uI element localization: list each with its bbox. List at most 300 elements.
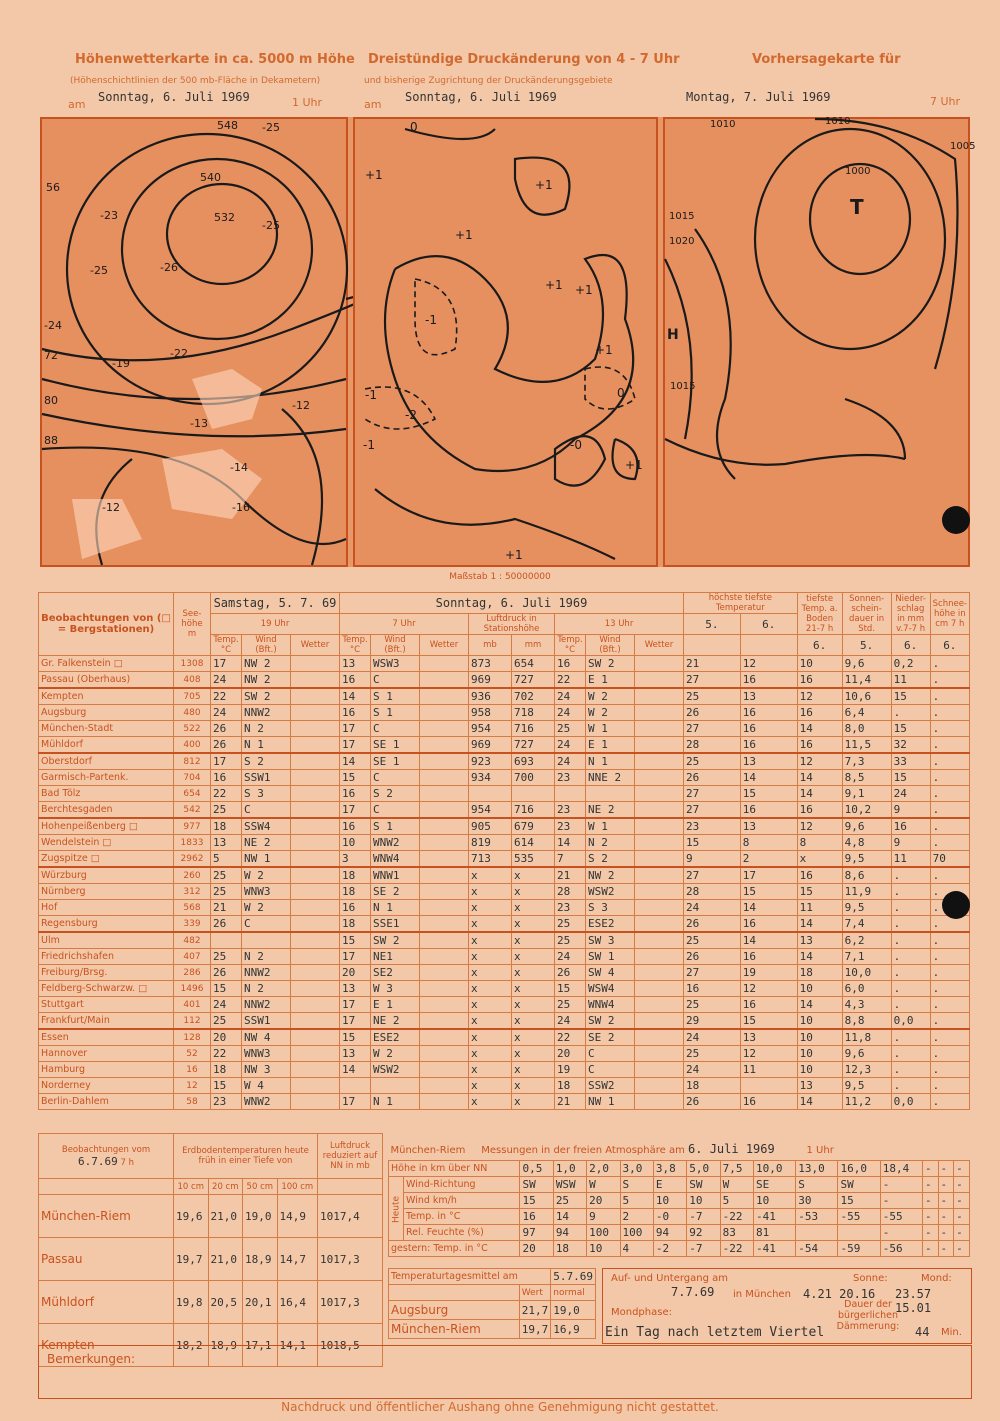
atmos-height: 7,5 xyxy=(720,1161,753,1177)
table-cell: 2 xyxy=(620,1209,653,1225)
table-cell: E xyxy=(653,1177,686,1193)
table-cell: 24 xyxy=(555,705,586,721)
atmos-height: 3,0 xyxy=(620,1161,653,1177)
table-cell: . xyxy=(891,965,930,981)
table-cell: x xyxy=(469,884,512,900)
col-maxmin: höchste tiefste Temperatur xyxy=(684,593,798,614)
table-cell: 6,0 xyxy=(842,981,891,997)
table-cell: 13 xyxy=(211,835,242,851)
atmos-row-label: Temp. in °C xyxy=(404,1209,520,1225)
table-cell: 14 xyxy=(555,835,586,851)
table-cell: 727 xyxy=(512,737,555,754)
table-row xyxy=(39,851,970,868)
table-cell: x xyxy=(469,1094,512,1110)
table-cell: - xyxy=(938,1225,954,1241)
table-cell: 718 xyxy=(512,705,555,721)
atmos-row-label: Rel. Feuchte (%) xyxy=(404,1225,520,1241)
table-cell: 18 xyxy=(684,1078,741,1094)
table-cell: NNW2 xyxy=(242,965,291,981)
table-cell: 26 xyxy=(211,965,242,981)
table-cell: 1017,3 xyxy=(318,1238,383,1281)
table-cell: 936 xyxy=(469,688,512,705)
table-cell: 15 xyxy=(891,770,930,786)
table-cell: 9,5 xyxy=(842,900,891,916)
table-cell: 14 xyxy=(797,949,842,965)
table-cell: 11 xyxy=(891,851,930,868)
table-cell: 26 xyxy=(211,721,242,737)
atmos-height: 3,8 xyxy=(653,1161,686,1177)
table-cell: SSW1 xyxy=(242,770,291,786)
tagesmittel-blank xyxy=(389,1285,520,1301)
station-name: Nürnberg xyxy=(39,884,174,900)
soil-depth: 100 cm xyxy=(277,1179,317,1195)
table-cell: x xyxy=(512,1062,555,1078)
table-cell: 23 xyxy=(211,1094,242,1110)
table-cell: WNW4 xyxy=(586,997,635,1013)
table-cell: - xyxy=(938,1209,954,1225)
station-name: Kempten xyxy=(39,688,174,705)
table-cell: 1308 xyxy=(174,656,211,672)
table-cell: 16 xyxy=(797,705,842,721)
table-cell: . xyxy=(930,737,969,754)
table-row xyxy=(389,1301,596,1320)
col-wetter: Wetter xyxy=(291,635,340,656)
table-cell: S 1 xyxy=(371,688,420,705)
table-cell: 693 xyxy=(512,753,555,770)
table-cell: 25 xyxy=(211,802,242,819)
table-cell: 11,5 xyxy=(842,737,891,754)
table-cell xyxy=(420,786,469,802)
table-cell: . xyxy=(891,900,930,916)
table-cell: 16 xyxy=(520,1209,553,1225)
table-cell: 5 xyxy=(211,851,242,868)
table-row xyxy=(389,1241,970,1257)
map3-label: T xyxy=(850,195,864,219)
table-cell: 25 xyxy=(555,721,586,737)
table-cell: 29 xyxy=(684,1013,741,1030)
table-cell xyxy=(291,786,340,802)
table-cell: 24 xyxy=(684,1029,741,1046)
table-cell: 25 xyxy=(555,932,586,949)
table-cell: . xyxy=(891,1078,930,1094)
table-row xyxy=(39,786,970,802)
table-cell: 16 xyxy=(340,672,371,689)
col-wind: Wind (Bft.) xyxy=(371,635,420,656)
table-cell xyxy=(635,753,684,770)
table-cell xyxy=(420,900,469,916)
table-cell: 17 xyxy=(340,997,371,1013)
soil-station: Kempten xyxy=(39,1324,174,1367)
soil-date: 6.7.69 xyxy=(78,1154,118,1168)
moon-h: Mond: xyxy=(921,1273,952,1284)
table-cell xyxy=(420,753,469,770)
table-cell xyxy=(420,721,469,737)
table-cell: x xyxy=(469,1013,512,1030)
col-luftdruck: Luftdruck in Stationshöhe xyxy=(469,614,555,635)
table-cell: 22 xyxy=(211,1046,242,1062)
table-cell: . xyxy=(891,884,930,900)
maps-area xyxy=(40,116,976,567)
table-cell: 112 xyxy=(174,1013,211,1030)
table-cell xyxy=(635,835,684,851)
table-cell: WSW xyxy=(553,1177,586,1193)
atmos-height-label: Höhe in km über NN xyxy=(389,1161,520,1177)
soil-body xyxy=(39,1195,383,1367)
table-cell: SW xyxy=(838,1177,880,1193)
table-row xyxy=(39,835,970,851)
table-cell: 15 xyxy=(340,932,371,949)
table-row xyxy=(39,965,970,981)
table-cell: 954 xyxy=(469,721,512,737)
col-7uhr: 7 Uhr xyxy=(340,614,469,635)
table-cell: 15 xyxy=(340,1029,371,1046)
table-cell: 654 xyxy=(512,656,555,672)
table-cell: 1017,3 xyxy=(318,1281,383,1324)
table-cell: 14 xyxy=(340,688,371,705)
atmos-time: 1 Uhr xyxy=(806,1145,834,1156)
table-cell: 11,2 xyxy=(842,1094,891,1110)
map3-time: 7 Uhr xyxy=(930,95,961,108)
table-cell: WNW2 xyxy=(242,1094,291,1110)
table-cell: - xyxy=(922,1209,938,1225)
map1-label: 548 xyxy=(217,119,238,132)
table-row xyxy=(389,1209,970,1225)
table-cell xyxy=(291,835,340,851)
table-cell: 83 xyxy=(720,1225,753,1241)
table-cell: 16 xyxy=(740,705,797,721)
table-cell: NNW2 xyxy=(242,705,291,721)
table-cell: 977 xyxy=(174,818,211,835)
table-cell: 339 xyxy=(174,916,211,933)
table-cell: 26 xyxy=(555,965,586,981)
table-row xyxy=(39,916,970,933)
table-cell: W 2 xyxy=(586,705,635,721)
table-cell: 128 xyxy=(174,1029,211,1046)
table-cell: 18 xyxy=(340,916,371,933)
table-cell: 16 xyxy=(797,802,842,819)
table-cell: 25 xyxy=(211,949,242,965)
table-cell: C xyxy=(371,721,420,737)
table-cell: N 1 xyxy=(586,753,635,770)
station-name: Augsburg xyxy=(39,705,174,721)
table-cell: 3 xyxy=(340,851,371,868)
map2-am: am xyxy=(364,98,382,111)
table-cell: 17 xyxy=(211,753,242,770)
table-cell: 4 xyxy=(620,1241,653,1257)
table-cell: 16 xyxy=(684,981,741,997)
table-cell: W 2 xyxy=(242,900,291,916)
atmos-title-row xyxy=(389,1138,970,1161)
map1-label: -12 xyxy=(292,399,310,412)
remarks-box xyxy=(38,1345,972,1399)
table-row xyxy=(39,932,970,949)
table-cell: 25 xyxy=(684,997,741,1013)
table-cell: . xyxy=(891,1046,930,1062)
map2-label: 0 xyxy=(617,386,625,400)
map1-label: -19 xyxy=(112,357,130,370)
table-cell: . xyxy=(930,1029,969,1046)
table-row xyxy=(389,1193,970,1209)
table-cell: 25 xyxy=(211,884,242,900)
table-cell xyxy=(291,1078,340,1094)
map2-label: 0 xyxy=(410,120,418,134)
table-cell: 958 xyxy=(469,705,512,721)
table-cell: 25 xyxy=(684,932,741,949)
table-cell xyxy=(420,867,469,884)
table-cell: 18 xyxy=(340,867,371,884)
table-cell: 20 xyxy=(211,1029,242,1046)
station-name: Hamburg xyxy=(39,1062,174,1078)
table-cell xyxy=(420,932,469,949)
station-name: Berlin-Dahlem xyxy=(39,1094,174,1110)
table-cell xyxy=(635,900,684,916)
table-cell: 14 xyxy=(740,770,797,786)
table-cell: . xyxy=(930,688,969,705)
table-cell: 286 xyxy=(174,965,211,981)
table-row xyxy=(39,981,970,997)
map2-label: +1 xyxy=(365,168,383,182)
table-cell: 14 xyxy=(797,916,842,933)
table-cell xyxy=(291,949,340,965)
map2-label: +1 xyxy=(505,548,523,562)
table-cell: . xyxy=(891,867,930,884)
table-cell: 16 xyxy=(340,900,371,916)
table-cell: 17 xyxy=(340,737,371,754)
table-cell xyxy=(635,770,684,786)
table-cell: 16 xyxy=(340,818,371,835)
table-cell: E 1 xyxy=(371,997,420,1013)
table-cell: W 2 xyxy=(371,1046,420,1062)
table-cell: SW xyxy=(687,1177,720,1193)
table-cell: 14 xyxy=(740,932,797,949)
table-cell xyxy=(635,818,684,835)
table-cell: 7,4 xyxy=(842,916,891,933)
table-cell: SW 4 xyxy=(586,965,635,981)
table-cell: NW 1 xyxy=(586,1094,635,1110)
table-cell: 12 xyxy=(174,1078,211,1094)
col-max-date: 5. xyxy=(684,614,741,635)
table-cell: 6,4 xyxy=(842,705,891,721)
station-name: Norderney xyxy=(39,1078,174,1094)
table-cell: 25 xyxy=(553,1193,586,1209)
table-cell: 27 xyxy=(684,802,741,819)
table-cell: 25 xyxy=(555,997,586,1013)
table-cell: . xyxy=(930,997,969,1013)
table-cell xyxy=(796,1225,838,1241)
table-cell: 13 xyxy=(740,753,797,770)
soil-header-press: Luftdruck reduziert auf NN in mb xyxy=(318,1134,383,1179)
table-cell: x xyxy=(512,965,555,981)
table-cell: 20 xyxy=(555,1046,586,1062)
table-cell: 716 xyxy=(512,721,555,737)
table-cell xyxy=(420,705,469,721)
station-name: Garmisch-Partenk. xyxy=(39,770,174,786)
table-row xyxy=(389,1225,970,1241)
table-cell: . xyxy=(891,1029,930,1046)
table-cell: 16 xyxy=(797,867,842,884)
table-cell xyxy=(291,737,340,754)
table-cell: 1496 xyxy=(174,981,211,997)
table-cell: 7,1 xyxy=(842,949,891,965)
table-cell: 24 xyxy=(211,705,242,721)
table-cell: 24 xyxy=(555,949,586,965)
table-cell: 14 xyxy=(797,1094,842,1110)
map2-label: +1 xyxy=(455,228,473,242)
table-cell: 1017,4 xyxy=(318,1195,383,1238)
table-cell: SE 2 xyxy=(586,1029,635,1046)
table-cell: NNW2 xyxy=(242,997,291,1013)
atmos-side-label: Heute xyxy=(389,1177,404,1241)
table-cell: x xyxy=(469,981,512,997)
atmos-height: 5,0 xyxy=(687,1161,720,1177)
col-wetter: Wetter xyxy=(635,635,684,656)
table-cell: 23 xyxy=(555,818,586,835)
map3-label: 1015 xyxy=(670,381,696,392)
table-cell: 15 xyxy=(211,1078,242,1094)
table-cell: 16 xyxy=(797,737,842,754)
table-cell xyxy=(420,1078,469,1094)
moon-times: 23.57 15.01 xyxy=(895,1287,932,1315)
table-cell: S 1 xyxy=(371,818,420,835)
tagesmittel-wert-h: Wert xyxy=(519,1285,551,1301)
table-cell: SW 2 xyxy=(586,656,635,672)
table-cell: 26 xyxy=(684,705,741,721)
table-cell: 16 xyxy=(740,802,797,819)
table-cell: . xyxy=(930,916,969,933)
table-cell: 312 xyxy=(174,884,211,900)
table-cell: 25 xyxy=(211,867,242,884)
tagesmittel-body xyxy=(389,1301,596,1339)
table-cell: 10 xyxy=(797,1062,842,1078)
col-wetter: Wetter xyxy=(420,635,469,656)
table-cell: 19,8 xyxy=(174,1281,209,1324)
station-name: Stuttgart xyxy=(39,997,174,1013)
table-cell: 22 xyxy=(211,688,242,705)
table-cell: 11 xyxy=(740,1062,797,1078)
table-cell: 17 xyxy=(340,949,371,965)
table-cell: . xyxy=(930,802,969,819)
table-cell: SSE1 xyxy=(371,916,420,933)
table-cell: 21,7 xyxy=(519,1301,551,1320)
table-cell: 400 xyxy=(174,737,211,754)
table-cell: 12 xyxy=(740,1046,797,1062)
table-cell: 0,0 xyxy=(891,1094,930,1110)
table-cell xyxy=(291,1013,340,1030)
table-cell: x xyxy=(469,1046,512,1062)
table-cell: . xyxy=(891,705,930,721)
table-cell: 10 xyxy=(340,835,371,851)
col-schnee-date: 6. xyxy=(930,635,969,656)
table-cell xyxy=(635,1029,684,1046)
map2-label: -1 xyxy=(365,388,377,402)
table-cell: - xyxy=(954,1241,970,1257)
table-cell: 10 xyxy=(753,1193,795,1209)
table-cell: 10 xyxy=(797,1013,842,1030)
col-nied: Nieder-schlag in mm v.7-7 h xyxy=(891,593,930,635)
table-cell: 12 xyxy=(797,818,842,835)
table-cell: N 1 xyxy=(242,737,291,754)
daemm-label: Dauer der bürgerlichen Dämmerung: xyxy=(836,1299,900,1332)
soil-time: 7 h xyxy=(120,1157,134,1168)
atmos-row-label: Wind km/h xyxy=(404,1193,520,1209)
map1-subtitle: (Höhenschichtlinien der 500 mb-Fläche in Dekametern) xyxy=(70,76,321,86)
map2-label: -1 xyxy=(363,438,375,452)
table-cell: 702 xyxy=(512,688,555,705)
table-cell: 654 xyxy=(174,786,211,802)
table-cell: . xyxy=(930,1013,969,1030)
station-name: Bad Tölz xyxy=(39,786,174,802)
table-cell: . xyxy=(930,981,969,997)
table-cell xyxy=(420,1013,469,1030)
table-row xyxy=(39,802,970,819)
table-cell: 18 xyxy=(340,884,371,900)
table-cell: x xyxy=(469,965,512,981)
table-cell: 13 xyxy=(740,818,797,835)
tm-station: München-Riem xyxy=(389,1320,520,1339)
table-cell: - xyxy=(954,1177,970,1193)
table-row xyxy=(39,1238,383,1281)
table-cell: - xyxy=(922,1241,938,1257)
table-cell: 700 xyxy=(512,770,555,786)
table-cell: . xyxy=(930,786,969,802)
table-cell xyxy=(555,786,586,802)
table-cell: - xyxy=(954,1193,970,1209)
atmos-height: 2,0 xyxy=(587,1161,620,1177)
table-cell: 4,3 xyxy=(842,997,891,1013)
table-cell: 713 xyxy=(469,851,512,868)
table-cell: x xyxy=(512,981,555,997)
table-cell: . xyxy=(930,1078,969,1094)
col-schnee: Schnee-höhe in cm 7 h xyxy=(930,593,969,635)
table-cell: 16,9 xyxy=(551,1320,596,1339)
table-cell: 19,0 xyxy=(551,1301,596,1320)
col-sonne: Sonnen-schein-dauer in Std. xyxy=(842,593,891,635)
table-cell: 18,2 xyxy=(174,1324,209,1367)
table-cell: NNE 2 xyxy=(586,770,635,786)
table-cell: . xyxy=(930,932,969,949)
atmos-height: 13,0 xyxy=(796,1161,838,1177)
table-cell: . xyxy=(930,884,969,900)
col-saturday: Samstag, 5. 7. 69 xyxy=(211,593,340,614)
table-cell: 14 xyxy=(740,900,797,916)
sun-times: 4.21 20.16 xyxy=(803,1287,876,1301)
table-cell: . xyxy=(930,753,969,770)
table-cell xyxy=(291,932,340,949)
table-cell xyxy=(635,1094,684,1110)
table-cell: 260 xyxy=(174,867,211,884)
atmos-height: 10,0 xyxy=(753,1161,795,1177)
table-cell xyxy=(291,997,340,1013)
table-cell: SW 2 xyxy=(242,688,291,705)
table-cell: SW 2 xyxy=(586,1013,635,1030)
table-cell: 21,0 xyxy=(208,1238,243,1281)
map3-label: 1010 xyxy=(825,116,851,127)
table-cell: SW 3 xyxy=(586,932,635,949)
station-name: Berchtesgaden xyxy=(39,802,174,819)
table-cell: - xyxy=(880,1225,922,1241)
table-cell: 522 xyxy=(174,721,211,737)
table-cell: 24 xyxy=(684,1062,741,1078)
atmosphere-table xyxy=(388,1138,970,1257)
table-cell: x xyxy=(469,932,512,949)
table-row xyxy=(39,1094,970,1110)
table-cell: 705 xyxy=(174,688,211,705)
table-cell: 11 xyxy=(891,672,930,689)
table-cell: 716 xyxy=(512,802,555,819)
table-cell: E 1 xyxy=(586,672,635,689)
table-cell: 24 xyxy=(555,753,586,770)
table-cell: 13 xyxy=(740,688,797,705)
